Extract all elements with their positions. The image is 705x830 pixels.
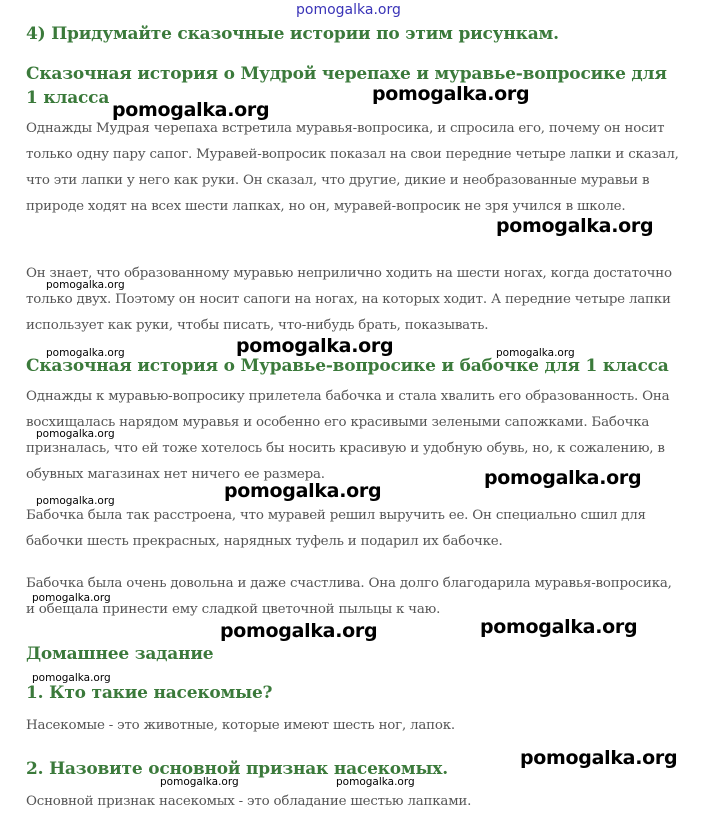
watermark: pomogalka.org [496, 215, 654, 237]
watermark: pomogalka.org [220, 620, 378, 642]
task-heading: 4) Придумайте сказочные истории по этим рисункам. [26, 24, 559, 44]
story1-title: Сказочная история о Мудрой черепахе и муравье-вопросике для 1 класса [26, 64, 667, 108]
watermark: pomogalka.org [160, 776, 239, 788]
watermark: pomogalka.org [520, 747, 678, 769]
watermark: pomogalka.org [32, 592, 111, 604]
question-2: 2. Назовите основной признак насекомых. [26, 759, 448, 779]
answer-2: Основной признак насекомых - это обладание шестью лапками. [26, 794, 472, 809]
watermark-top: pomogalka.org [296, 2, 401, 18]
watermark: pomogalka.org [236, 335, 394, 357]
watermark: pomogalka.org [484, 467, 642, 489]
question-1: 1. Кто такие насекомые? [26, 683, 273, 703]
story2-paragraph-2: Бабочка была так расстроена, что муравей решил выручить ее. Он специально сшил для бабочки шесть прекрасных, нарядных туфель и подарил их бабочке. [26, 508, 646, 549]
story1-paragraph-2: Он знает, что образованному муравью неприлично ходить на шести ногах, когда достаточно только двух. Поэтому он носит сапоги на ногах, на которых ходит. А передние четыре лапки использует как руки, чтобы писать, что-нибудь брать, показывать. [26, 266, 672, 333]
answer-1: Насекомые - это животные, которые имеют шесть ног, лапок. [26, 718, 455, 733]
watermark: pomogalka.org [372, 83, 530, 105]
watermark: pomogalka.org [480, 616, 638, 638]
story1-paragraph-1: Однажды Мудрая черепаха встретила муравья-вопросика, и спросила его, почему он носит только одну пару сапог. Муравей-вопросик показал на свои передние четыре лапки и сказал, что эти лапки у него как руки. Он сказал, что другие, дикие и необразованные муравьи в природе ходят на всех шести лапках, но он, муравей-вопросик не зря учился в школе. [26, 121, 679, 214]
watermark: pomogalka.org [32, 672, 111, 684]
watermark: pomogalka.org [36, 495, 115, 507]
watermark: pomogalka.org [46, 279, 125, 291]
story2-paragraph-1: Однажды к муравью-вопросику прилетела бабочка и стала хвалить его образованность. Она восхищалась нарядом муравья и особенно его красивыми зелеными сапожками. Бабочка призналась, что ей тоже хотелось бы носить красивую и удобную обувь, но, к сожалению, в обувных магазинах нет ничего ее размера. [26, 389, 670, 482]
watermark: pomogalka.org [36, 428, 115, 440]
watermark: pomogalka.org [496, 347, 575, 359]
story2-paragraph-3: Бабочка была очень довольна и даже счастлива. Она долго благодарила муравья-вопросика, и обещала принести ему сладкой цветочной пыльцы к чаю. [26, 576, 672, 617]
watermark: pomogalka.org [336, 776, 415, 788]
watermark: pomogalka.org [46, 347, 125, 359]
watermark: pomogalka.org [224, 480, 382, 502]
homework-title: Домашнее задание [26, 644, 214, 664]
story2-title: Сказочная история о Муравье-вопросике и бабочке для 1 класса [26, 356, 669, 376]
watermark: pomogalka.org [112, 99, 270, 121]
